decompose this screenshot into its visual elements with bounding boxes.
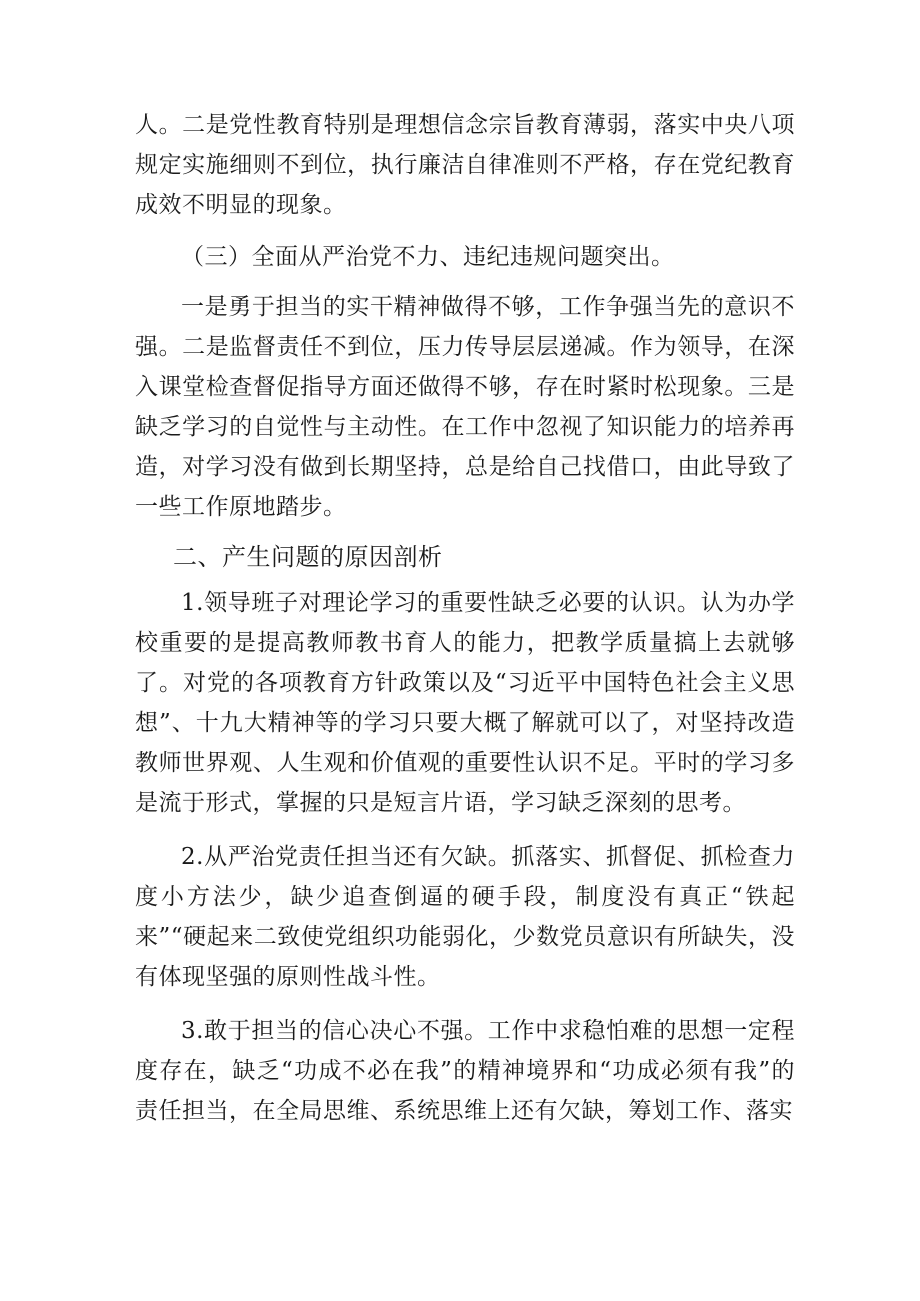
reason-two: 2.从严治党责任担当还有欠缺。抓落实、抓督促、抓检查力度小方法少，缺少追查倒逼的硬手段，制度没有真正“铁起来”“硬起来二致使党组织功能弱化，少数党员意识有所缺失，没有体现坚强的原则性战斗性。 <box>135 844 795 990</box>
reason-one: 1.领导班子对理论学习的重要性缺乏必要的认识。认为办学校重要的是提高教师教书育人的能力，把教学质量搞上去就够了。对党的各项教育方针政策以及“习近平中国特色社会主义思想”、十九大精神等的学习只要大概了解就可以了，对坚持改造教师世界观、人生观和价值观的重要性认识不足。平时的学习多是流于形式，掌握的只是短言片语，学习缺乏深刻的思考。 <box>135 590 795 816</box>
paragraph-continuation: 人。二是党性教育特别是理想信念宗旨教育薄弱，落实中央八项规定实施细则不到位，执行廉洁自律准则不严格，存在党纪教育成效不明显的现象。 <box>135 112 795 218</box>
paragraph-three: 一是勇于担当的实干精神做得不够，工作争强当先的意识不强。二是监督责任不到位，压力传导层层递减。作为领导，在深入课堂检查督促指导方面还做得不够，存在时紧时松现象。三是缺乏学习的自觉性与主动性。在工作中忽视了知识能力的培养再造，对学习没有做到长期坚持，总是给自己找借口，由此导致了一些工作原地踏步。 <box>135 294 795 520</box>
section-heading-causes: 二、产生问题的原因剖析 <box>173 543 443 571</box>
document-body <box>135 105 795 1131</box>
subheading-three: （三）全面从严治党不力、违纪违规问题突出。 <box>181 244 675 270</box>
reason-three: 3.敢于担当的信心决心不强。工作中求稳怕难的思想一定程度存在，缺乏“功成不必在我”的精神境界和“功成必须有我”的责任担当，在全局思维、系统思维上还有欠缺，筹划工作、落实 <box>135 1018 795 1124</box>
